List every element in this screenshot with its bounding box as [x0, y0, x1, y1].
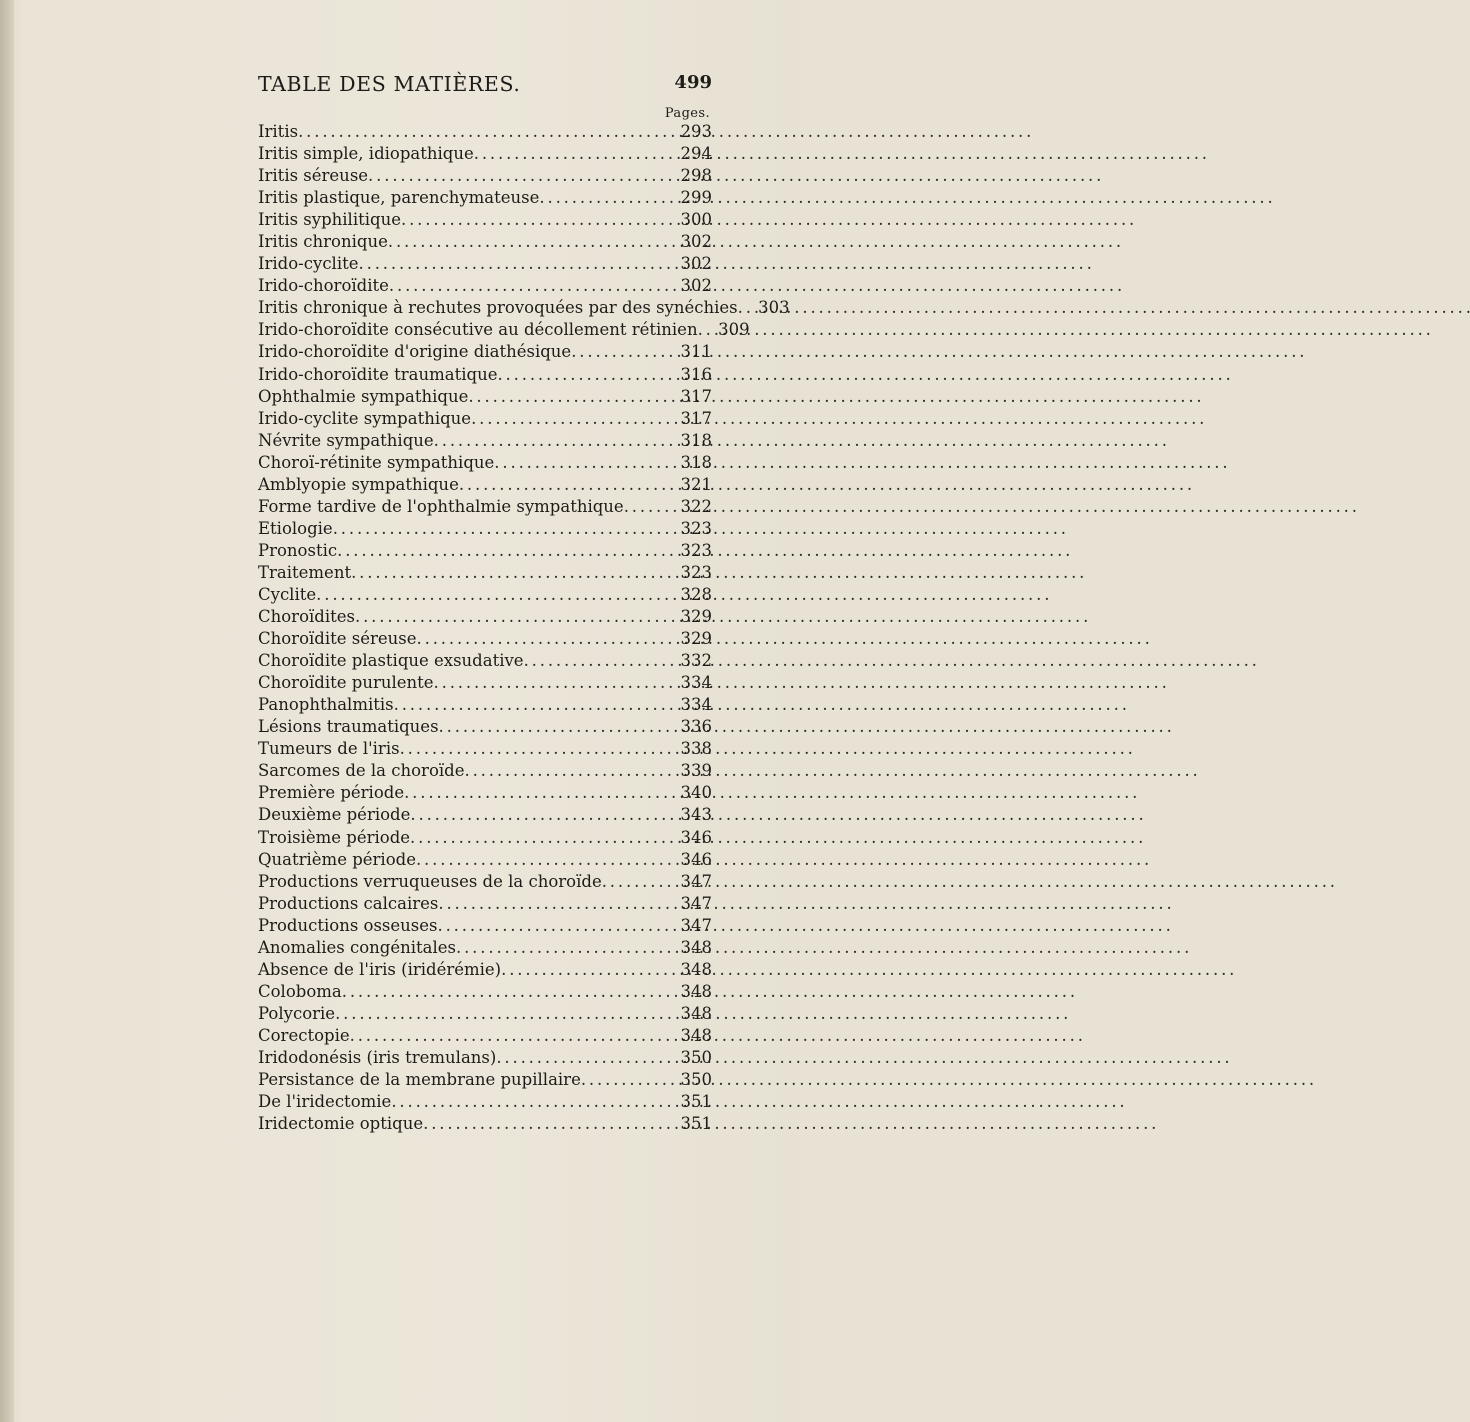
dot-leader	[394, 694, 672, 716]
toc-entry	[258, 253, 712, 275]
toc-entry	[258, 849, 712, 871]
dot-leader	[459, 474, 672, 496]
dot-leader	[388, 231, 672, 253]
dot-leader	[391, 1091, 672, 1113]
toc-entry-label: Persistance de la membrane pupillaire	[258, 1070, 581, 1090]
toc-entry-page: 294	[680, 144, 712, 164]
toc-entry-page: 347	[680, 915, 712, 935]
toc-entry-page: 348	[680, 1003, 712, 1023]
toc-entry-page: 346	[680, 849, 712, 869]
dot-leader	[423, 1113, 672, 1135]
dot-leader	[438, 893, 672, 915]
toc-entry-page: 311	[680, 342, 712, 362]
toc-entry-label: Choroïdite purulente	[258, 673, 434, 693]
toc-entry	[258, 452, 712, 474]
toc-entry	[258, 760, 712, 782]
dot-leader	[497, 364, 672, 386]
toc-entry-label: Irido-choroïdite d'origine diathésique	[258, 342, 572, 362]
dot-leader	[400, 738, 672, 760]
toc-entry-label: Choroïdite plastique exsudative	[258, 651, 524, 671]
toc-entry-label: Lésions traumatiques	[258, 717, 439, 737]
toc-entry-page: 348	[680, 1025, 712, 1045]
toc-entry	[258, 341, 712, 363]
toc-entry-label: Névrite sympathique	[258, 430, 434, 450]
toc-entry	[258, 474, 712, 496]
toc-entry	[258, 1091, 712, 1113]
toc-entry-label: Troisième période	[258, 827, 411, 847]
header-title: TABLE DES MATIÈRES.	[258, 72, 521, 96]
toc-entry	[258, 143, 712, 165]
toc-entry-page: 328	[680, 584, 712, 604]
toc-entry-label: Amblyopie sympathique	[258, 474, 459, 494]
toc-entry-label: Deuxième période	[258, 805, 411, 825]
toc-entry-label: Iritis	[258, 122, 299, 141]
toc-entry-label: Irido-cyclite sympathique	[258, 408, 472, 428]
toc-entry-page: 340	[680, 783, 712, 803]
dot-leader	[624, 496, 672, 518]
toc-entry-label: Première période	[258, 783, 405, 803]
dot-leader	[410, 827, 672, 849]
toc-entry-page: 318	[680, 430, 712, 450]
toc-entry-page: 299	[680, 188, 712, 208]
pages-column-label: Pages.	[664, 106, 710, 121]
toc-entry-page: 350	[680, 1070, 712, 1090]
toc-entry	[258, 518, 712, 540]
toc-entry	[258, 165, 712, 187]
toc-entry	[258, 694, 712, 716]
dot-leader	[434, 672, 672, 694]
dot-leader	[474, 143, 672, 165]
toc-entry-label: Forme tardive de l'ophthalmie sympathique	[258, 496, 624, 516]
toc-entry-page: 347	[680, 893, 712, 913]
dot-leader	[501, 959, 672, 981]
toc-entry-label: Choroïdite séreuse	[258, 629, 417, 649]
toc-entry-page: 329	[680, 629, 712, 649]
toc-entry-label: Irido-cyclite	[258, 254, 359, 274]
toc-entry-label: Corectopie	[258, 1025, 350, 1045]
toc-entry-page: 351	[680, 1114, 712, 1134]
toc-entry-label: Panophthalmitis	[258, 695, 394, 715]
toc-entry	[258, 209, 712, 231]
toc-entry-label: Traitement	[258, 562, 352, 582]
dot-leader	[439, 716, 672, 738]
toc-entry-page: 323	[680, 562, 712, 582]
page-header	[258, 72, 712, 98]
toc-entry	[258, 738, 712, 760]
toc-entry	[258, 650, 712, 672]
toc-entry-page: 329	[680, 607, 712, 627]
toc-entry-label: Choroïdites	[258, 607, 355, 627]
toc-entry	[258, 827, 712, 849]
dot-leader	[539, 187, 672, 209]
toc-entry-page: 350	[680, 1047, 712, 1067]
dot-leader	[351, 562, 672, 584]
dot-leader	[404, 782, 672, 804]
toc-entry-label: Quatrième période	[258, 849, 416, 869]
toc-entry	[258, 716, 712, 738]
toc-entry-label: Absence de l'iris (iridérémie)	[258, 959, 502, 979]
toc-entry-page: 293	[680, 122, 712, 141]
toc-entry	[258, 915, 712, 937]
toc-entry-page: 348	[680, 937, 712, 957]
toc-entry	[258, 364, 712, 386]
dot-leader	[456, 937, 672, 959]
toc-entry-page: 300	[680, 210, 712, 230]
toc-entry-page: 332	[680, 651, 712, 671]
dot-leader	[337, 540, 672, 562]
toc-entry	[258, 121, 712, 143]
toc-entry	[258, 562, 712, 584]
table-of-contents	[258, 121, 790, 1135]
toc-entry	[258, 319, 750, 341]
toc-entry	[258, 386, 712, 408]
dot-leader	[298, 121, 672, 143]
dot-leader	[468, 386, 672, 408]
toc-entry	[258, 981, 712, 1003]
toc-entry-label: Ophthalmie sympathique	[258, 386, 469, 406]
dot-leader	[342, 981, 672, 1003]
toc-entry-page: 303	[758, 298, 790, 318]
toc-entry-page: 302	[680, 232, 712, 252]
toc-entry	[258, 1003, 712, 1025]
dot-leader	[471, 408, 672, 430]
toc-entry-label: Iritis séreuse	[258, 166, 369, 186]
toc-entry-page: 348	[680, 959, 712, 979]
toc-entry-label: De l'iridectomie	[258, 1092, 392, 1112]
toc-entry-page: 316	[680, 364, 712, 384]
toc-entry	[258, 584, 712, 606]
dot-leader	[438, 915, 673, 937]
toc-entry-label: Productions verruqueuses de la choroïde	[258, 871, 602, 891]
dot-leader	[496, 1047, 672, 1069]
toc-entry	[258, 959, 712, 981]
toc-entry-label: Etiologie	[258, 518, 333, 538]
toc-entry-page: 302	[680, 276, 712, 296]
toc-entry-page: 348	[680, 981, 712, 1001]
toc-entry-page: 309	[718, 320, 750, 340]
toc-entry-label: Iritis simple, idiopathique	[258, 144, 474, 164]
dot-leader	[389, 275, 672, 297]
dot-leader	[359, 253, 672, 275]
toc-entry-page: 334	[680, 673, 712, 693]
toc-entry-page: 317	[680, 386, 712, 406]
toc-entry-page: 339	[680, 761, 712, 781]
toc-entry-label: Irido-choroïdite	[258, 276, 389, 296]
toc-entry-label: Iritis chronique	[258, 232, 388, 252]
toc-entry	[258, 782, 712, 804]
toc-entry-label: Iritis chronique à rechutes provoquées par des synéchies	[258, 298, 738, 318]
toc-entry	[258, 496, 712, 518]
toc-entry	[258, 1113, 712, 1135]
dot-leader	[350, 1025, 672, 1047]
toc-entry-page: 298	[680, 166, 712, 186]
dot-leader	[333, 518, 672, 540]
toc-entry	[258, 540, 712, 562]
toc-entry-label: Iritis syphilitique	[258, 210, 401, 230]
toc-entry-page: 323	[680, 518, 712, 538]
toc-entry-label: Coloboma	[258, 981, 342, 1001]
dot-leader	[698, 319, 710, 341]
toc-entry-label: Choroï-rétinite sympathique	[258, 452, 495, 472]
toc-entry	[258, 1047, 712, 1069]
dot-leader	[494, 452, 672, 474]
toc-entry	[258, 1069, 712, 1091]
toc-entry	[258, 606, 712, 628]
toc-entry-page: 317	[680, 408, 712, 428]
dot-leader	[602, 871, 672, 893]
toc-entry	[258, 672, 712, 694]
toc-entry-page: 351	[680, 1092, 712, 1112]
dot-leader	[417, 628, 672, 650]
toc-entry-page: 323	[680, 540, 712, 560]
dot-leader	[316, 584, 672, 606]
dot-leader	[571, 341, 672, 363]
toc-entry	[258, 893, 712, 915]
toc-entry-page: 302	[680, 254, 712, 274]
toc-entry-label: Iridodonésis (iris tremulans)	[258, 1047, 497, 1067]
toc-entry	[258, 1025, 712, 1047]
toc-entry-label: Irido-choroïdite traumatique	[258, 364, 498, 384]
toc-entry	[258, 628, 712, 650]
toc-entry-label: Iridectomie optique	[258, 1114, 424, 1134]
toc-entry-page: 334	[680, 695, 712, 715]
toc-entry-label: Productions osseuses	[258, 915, 438, 935]
toc-entry	[258, 804, 712, 826]
toc-entry-page: 343	[680, 805, 712, 825]
toc-entry-page: 338	[680, 739, 712, 759]
toc-entry-label: Anomalies congénitales	[258, 937, 456, 957]
dot-leader	[410, 804, 672, 826]
toc-entry-page: 321	[680, 474, 712, 494]
dot-leader	[464, 760, 672, 782]
dot-leader	[581, 1069, 672, 1091]
toc-entry	[258, 187, 712, 209]
dot-leader	[368, 165, 672, 187]
toc-entry-label: Iritis plastique, parenchymateuse	[258, 188, 540, 208]
toc-entry-page: 347	[680, 871, 712, 891]
dot-leader	[524, 650, 672, 672]
toc-entry-page: 318	[680, 452, 712, 472]
toc-entry	[258, 297, 790, 319]
toc-entry	[258, 275, 712, 297]
toc-entry	[258, 408, 712, 430]
toc-entry-label: Pronostic	[258, 540, 338, 560]
toc-entry	[258, 430, 712, 452]
dot-leader	[335, 1003, 672, 1025]
dot-leader	[401, 209, 672, 231]
dot-leader	[416, 849, 672, 871]
page-gutter-shadow	[0, 0, 14, 1422]
toc-entry-label: Cyclite	[258, 584, 317, 604]
toc-entry-label: Sarcomes de la choroïde	[258, 761, 465, 781]
toc-entry-page: 322	[680, 496, 712, 516]
toc-entry	[258, 937, 712, 959]
toc-entry-label: Productions calcaires	[258, 893, 439, 913]
dot-leader	[738, 297, 750, 319]
toc-entry-label: Polycorie	[258, 1003, 336, 1023]
toc-entry-label: Tumeurs de l'iris	[258, 739, 400, 759]
toc-entry	[258, 871, 712, 893]
dot-leader	[434, 430, 672, 452]
toc-entry-label: Irido-choroïdite consécutive au décollement rétinien	[258, 320, 698, 340]
toc-entry-page: 336	[680, 717, 712, 737]
toc-entry-page: 346	[680, 827, 712, 847]
toc-entry	[258, 231, 712, 253]
header-page-number: 499	[674, 72, 712, 93]
dot-leader	[355, 606, 672, 628]
